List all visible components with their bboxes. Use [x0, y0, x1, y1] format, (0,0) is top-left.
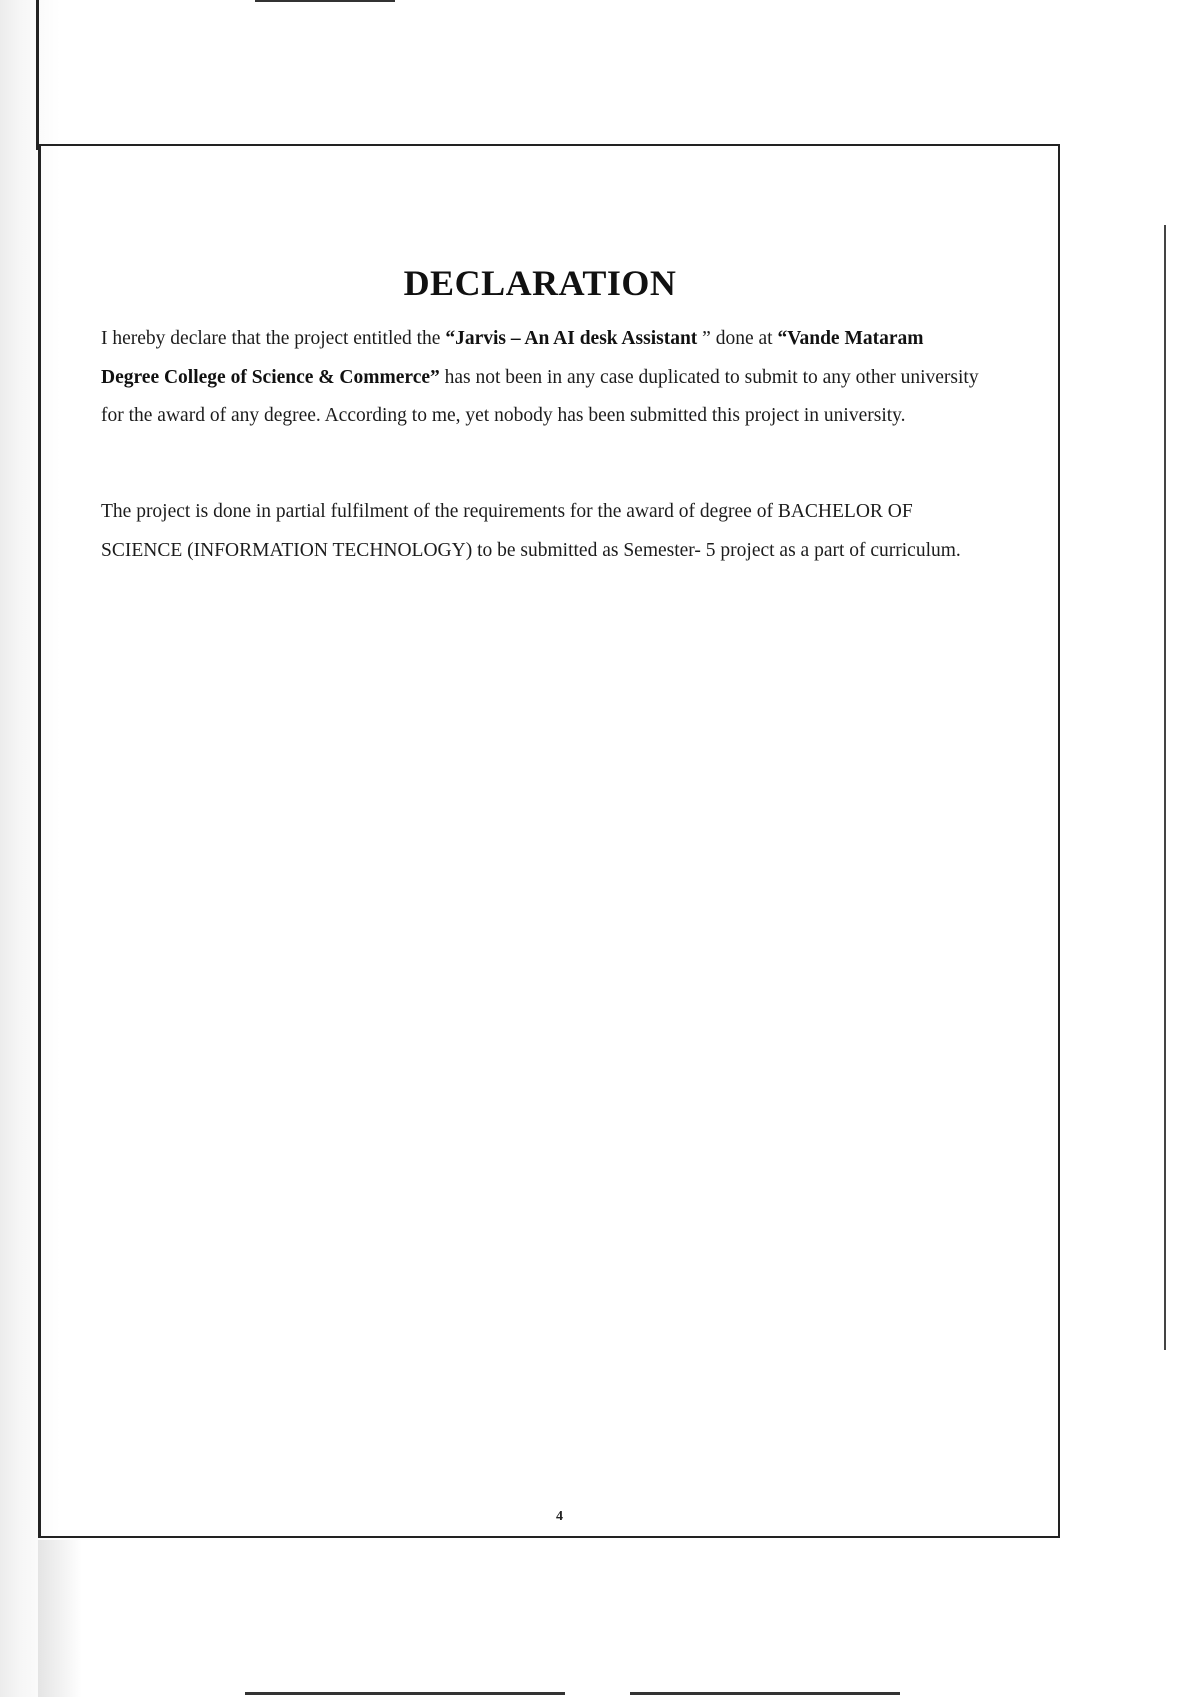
scan-left-bar-artifact — [36, 0, 39, 150]
college-name: “Vande Mataram Degree College of Science & Commerce” — [101, 328, 924, 388]
scan-right-bar-artifact — [1164, 225, 1166, 1350]
page-title: DECLARATION — [403, 263, 677, 303]
scan-bottom-line-artifact — [630, 1692, 900, 1695]
scan-bottom-line-artifact — [245, 1692, 565, 1695]
project-title: “Jarvis – An AI desk Assistant — [445, 328, 698, 349]
page-number: 4 — [556, 1509, 563, 1524]
paragraph-text: I hereby declare that the project entitled the — [101, 328, 446, 349]
paragraph-text: ” done at — [697, 328, 778, 349]
declaration-paragraph-2: The project is done in partial fulfilment of the requirements for the award of degree of BACHELOR OF SCIENCE (INFORMATION TECHNOLOGY) to be submitted as Semester- 5 project as a part of curriculum. — [101, 501, 961, 561]
paragraph-text: has not been in any case duplicated to submit to any other university for the award of any degree. According to me, yet nobody has been submitted this project in university. — [101, 366, 979, 426]
scan-top-line-artifact — [255, 0, 395, 2]
declaration-paragraph-1 — [101, 320, 981, 436]
scan-bottom-left-artifact — [38, 1540, 82, 1697]
